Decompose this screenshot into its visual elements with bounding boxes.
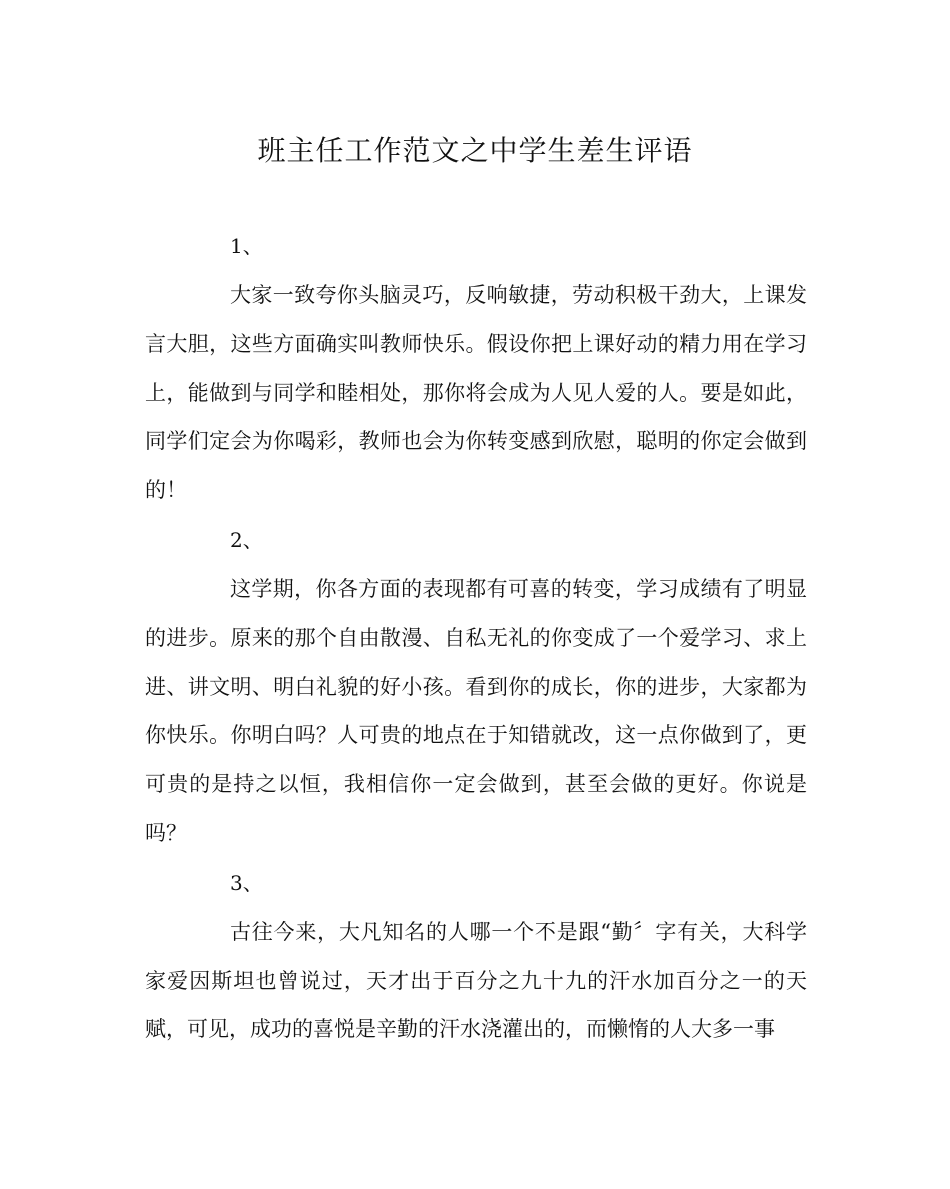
section-paragraph: 古往今来，大凡知名的人哪一个不是跟“勤〞字有关，大科学家爱因斯坦也曾说过，天才出于百分之九十九的汗水加百分之一的天赋，可见，成功的喜悦是辛勤的汗水浇灌出的，而懒惰的人大多一事: [145, 919, 807, 1042]
section-number: 1、: [230, 234, 263, 258]
document-title: 班主任工作范文之中学生差生评语: [257, 134, 693, 167]
comment-section-2: [145, 516, 807, 858]
section-number: 3、: [230, 870, 263, 895]
document-body: [145, 222, 807, 1055]
section-paragraph: 这学期，你各方面的表现都有可喜的转变，学习成绩有了明显的进步。原来的那个自由散漫、自私无礼的你变成了一个爱学习、求上进、讲文明、明白礼貌的好小孩。看到你的成长，你的进步，大家都为你快乐。你明白吗？人可贵的地点在于知错就改，这一点你做到了，更可贵的是持之以恒，我相信你一定会做到，甚至会做的更好。你说是吗？: [145, 576, 807, 845]
comment-section-3: [145, 859, 807, 1054]
section-number: 2、: [230, 527, 263, 552]
comment-section-1: [145, 222, 807, 515]
section-paragraph: 大家一致夸你头脑灵巧，反响敏捷，劳动积极干劲大，上课发言大胆，这些方面确实叫教师快乐。假设你把上课好动的精力用在学习上，能做到与同学和睦相处，那你将会成为人见人爱的人。要是如此，同学们定会为你喝彩，教师也会为你转变感到欣慰，聪明的你定会做到的！: [145, 283, 807, 503]
